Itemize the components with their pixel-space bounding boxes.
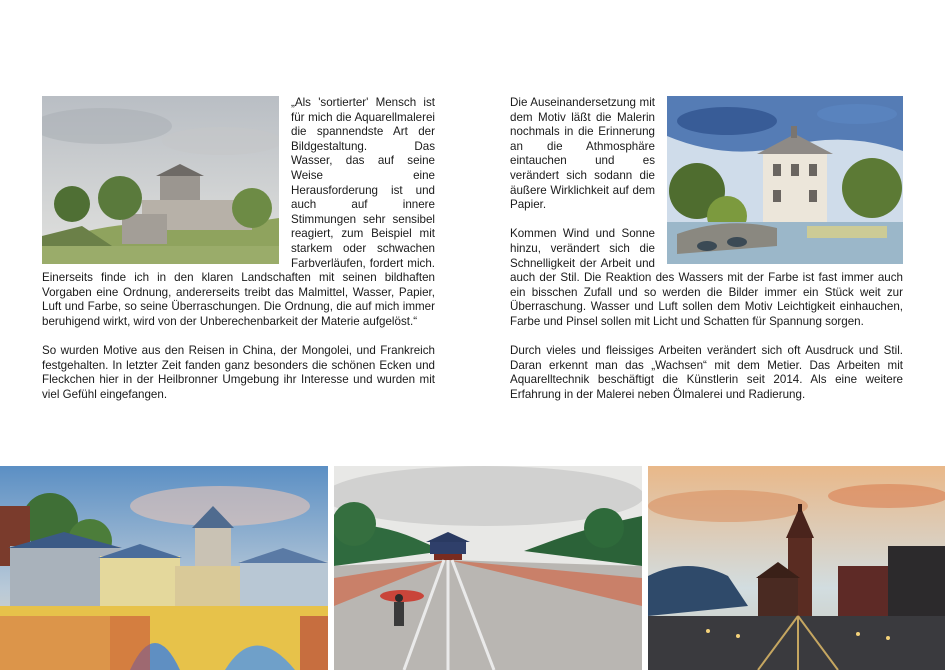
right-paragraph-2: Kommen Wind und Sonne hinzu, verändert sich die Schnelligkeit der Arbeit und auch der Stil. Die Reaktion des Wassers mit der Farbe ist fast immer auch ein bisschen Zufall und so werden die Bilder immer ein Stück weit zur Überraschung. Wasser und Luft sollen dem Motiv Leichtigkeit einhauchen, Farbe und Pinsel sollen mit Licht und Schatten für Spannung sorgen. [510,227,903,328]
left-paragraph-1: „Als 'sortierter' Mensch ist für mich die Aquarellmalerei die spannendste Art der Bildgestaltung. Das Wasser, das auf seine Weise eine Herausforderung ist und auch auf innere Stimmungen sehr sensibel reagiert, zum Beispiel mit starkem oder schwachen Farbverläufen, fordert mich. Einerseits finde ich in den klaren Landschaften mit seinen bildhaften Vorgaben eine Ordnung, andererseits treibt das Malmittel, Wasser, Papier, Luft und Farbe, so seine Überraschungen. Die Ordnung, die auf mich immer beruhigend wirkt, wird von der Unberechenbarkeit der Materie aufgelöst.“ [42,96,435,328]
left-text-column [42,96,435,402]
town-bridge-watercolor-image [0,466,328,670]
right-text-column [510,96,903,402]
moated-house-watercolor-image [667,96,903,264]
castle-watercolor-image [42,96,279,264]
right-paragraph-1: Die Auseinandersetzung mit dem Motiv läßt die Malerin nochmals in die Erinnerung an die Athmosphäre eintauchen und es verändert sich sodann die äußere Wirklichkeit auf dem Papier. [510,96,655,212]
left-paragraph-2: So wurden Motive aus den Reisen in China, der Mongolei, und Frankreich festgehalten. In letzter Zeit fanden ganz besonders die schönen Ecken und Fleckchen hier in der Heilbronner Umgebung ihr Interesse und wurden mit viel Gefühl eingefangen. [42,344,435,401]
temple-avenue-watercolor-image [334,466,642,670]
right-paragraph-3: Durch vieles und fleissiges Arbeiten verändert sich oft Ausdruck und Stil. Daran erkennt man das „Wachsen“ mit dem Metier. Das Arbeiten mit Aquarelltechnik beschäftigt die Künstlerin seit 2014. Als eine weitere Erfahrung in der Malerei neben Ölmalerei und Radierung. [510,344,903,401]
city-church-night-watercolor-image [648,466,945,670]
